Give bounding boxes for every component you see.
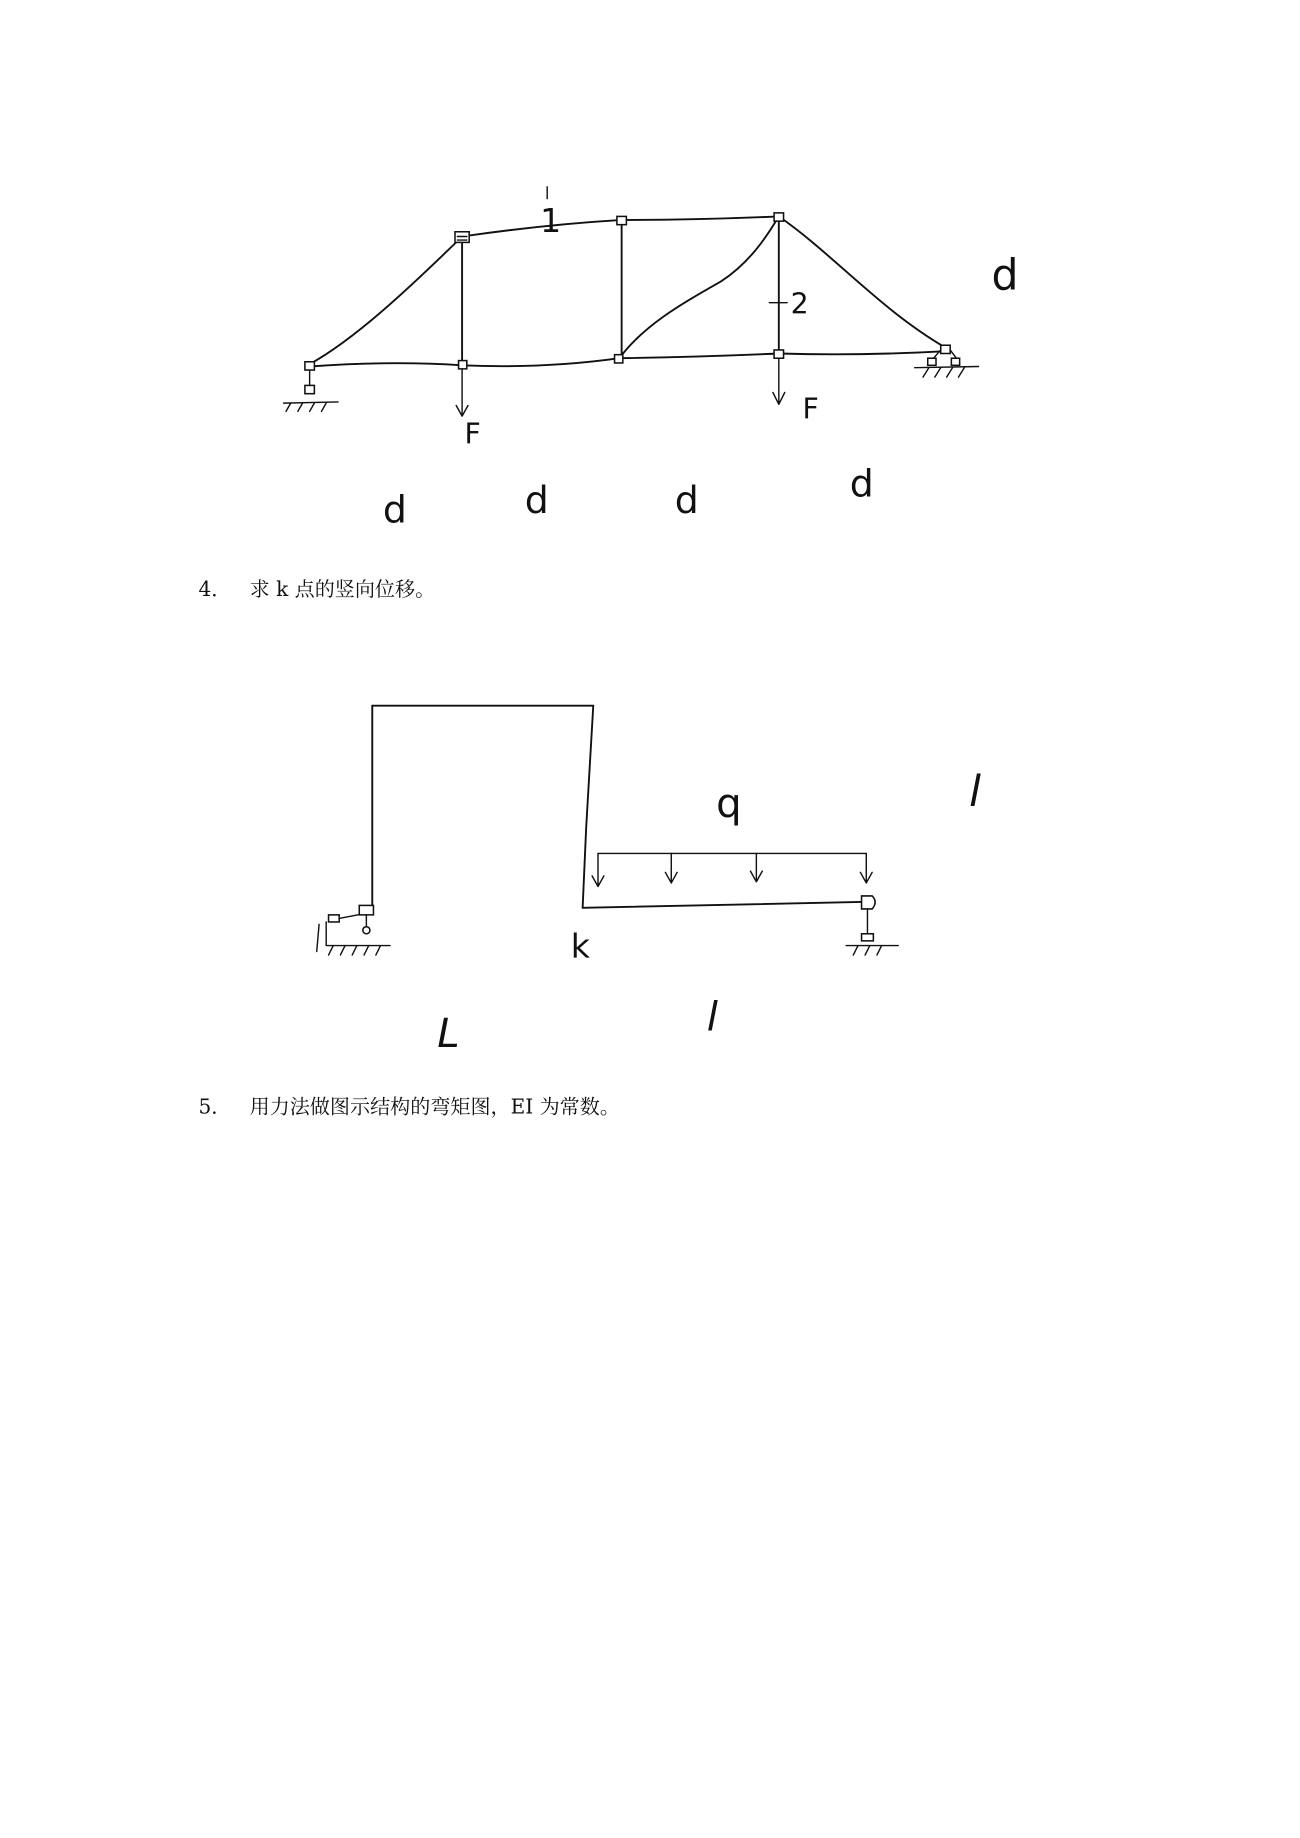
frame-lower-beam	[583, 902, 867, 908]
question-5-text: 用力法做图示结构的弯矩图，EI 为常数。	[249, 1094, 620, 1119]
question-5	[199, 1094, 620, 1118]
truss-left-support	[284, 370, 338, 411]
truss-inner-diagonal	[619, 216, 779, 358]
load-arrow-left	[456, 370, 468, 416]
truss-node	[617, 216, 626, 224]
truss-node	[459, 361, 467, 369]
frame-left-support	[317, 905, 390, 955]
panel-width-label: d	[674, 478, 699, 523]
truss-right-diagonal	[779, 216, 946, 347]
truss-node	[305, 362, 314, 370]
question-4-number: 4．	[198, 576, 232, 601]
member-2-label: 2	[790, 287, 809, 321]
frame-figure	[317, 706, 981, 1058]
load-arrow-right	[773, 358, 785, 404]
load-q-label: q	[716, 780, 742, 827]
question-5-number: 5．	[198, 1094, 232, 1119]
truss-bottom-chord	[310, 351, 946, 366]
point-k-label: k	[570, 926, 590, 966]
truss-figure	[284, 187, 1019, 532]
panel-width-label: d	[849, 461, 874, 506]
truss-node	[774, 213, 783, 221]
truss-left-diagonal	[310, 237, 462, 365]
truss-node	[941, 345, 950, 353]
truss-node	[774, 350, 783, 358]
member-1-label: 1	[540, 200, 562, 240]
frame-right-column	[583, 706, 594, 908]
right-span-label: l	[706, 994, 718, 1041]
frame-right-support	[846, 896, 898, 955]
panel-width-label: d	[382, 487, 407, 532]
question-4	[199, 577, 436, 601]
panel-width-label: d	[524, 478, 549, 523]
distributed-load	[592, 853, 872, 886]
left-span-label: L	[437, 1011, 460, 1058]
frame-height-label: l	[969, 768, 981, 818]
question-4-text: 求 k 点的竖向位移。	[249, 576, 436, 601]
height-label: d	[991, 251, 1019, 301]
truss-node	[615, 355, 623, 363]
load-right-label: F	[802, 392, 819, 426]
load-left-label: F	[464, 417, 481, 451]
